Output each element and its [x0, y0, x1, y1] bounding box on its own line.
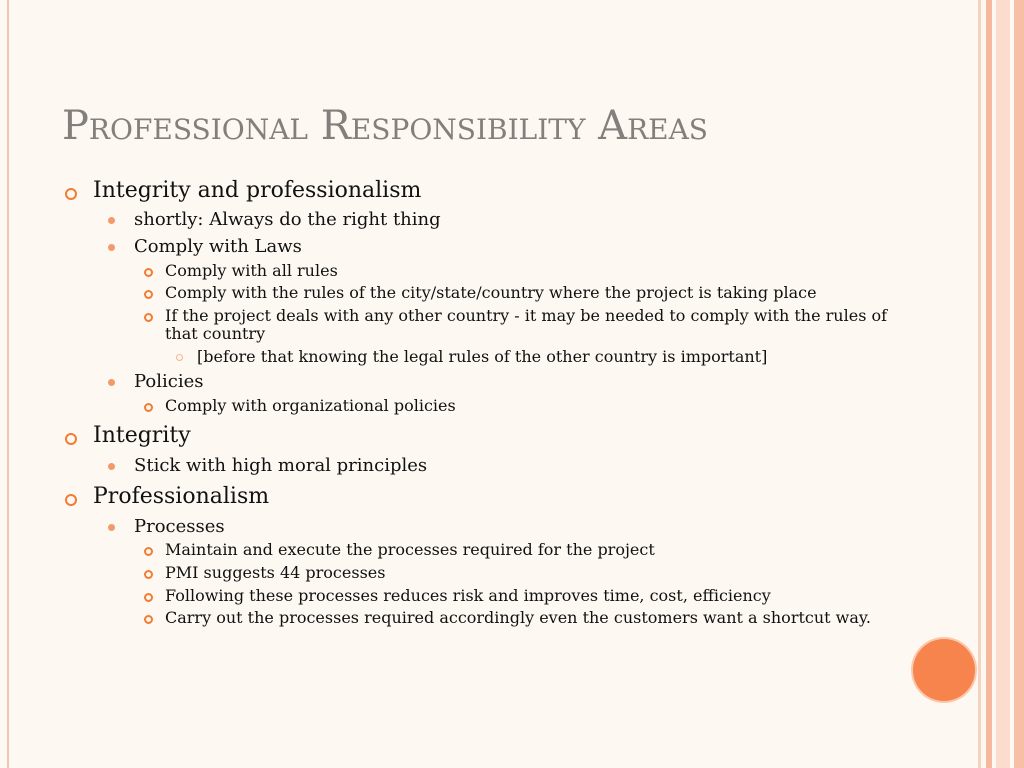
bullet-text: Comply with all rules	[165, 260, 338, 280]
stripe	[996, 0, 1010, 768]
bullet-item-level-2	[62, 209, 892, 231]
ring-bullet-icon	[65, 433, 77, 445]
bullet-item-level-3	[62, 262, 892, 281]
hollow-circle-bullet-icon	[176, 354, 183, 361]
bullet-item-level-4	[62, 348, 892, 367]
bullet-text: Carry out the processes required accordingly even the customers want a shortcut way.	[165, 608, 871, 628]
bullet-item-level-3	[62, 609, 892, 628]
bullet-text: Maintain and execute the processes required for the project	[165, 540, 655, 560]
ring-bullet-icon	[144, 313, 153, 322]
bullet-item-level-3	[62, 587, 892, 606]
bullet-item-level-2	[62, 516, 892, 538]
bullet-text: Professionalism	[93, 484, 270, 510]
bullet-text: Comply with organizational policies	[165, 395, 456, 415]
bullet-item-level-3	[62, 541, 892, 560]
dot-bullet-icon	[108, 524, 115, 531]
bullet-item-level-2	[62, 455, 892, 477]
dot-bullet-icon	[108, 244, 115, 251]
bullet-text: PMI suggests 44 processes	[165, 562, 386, 582]
bullet-text: Processes	[134, 515, 225, 537]
bullet-text: Policies	[134, 371, 204, 393]
ring-bullet-icon	[65, 494, 77, 506]
bullet-text: Stick with high moral principles	[134, 454, 428, 476]
bullet-text: shortly: Always do the right thing	[134, 209, 441, 231]
dot-bullet-icon	[108, 463, 115, 470]
ring-bullet-icon	[144, 570, 153, 579]
ring-bullet-icon	[65, 188, 77, 200]
bullet-item-level-3	[62, 564, 892, 583]
stripe	[986, 0, 992, 768]
bullet-list	[62, 178, 892, 628]
bullet-text: Comply with Laws	[134, 235, 302, 257]
bullet-text: [before that knowing the legal rules of the other country is important]	[197, 346, 768, 366]
bullet-item-level-1	[62, 484, 892, 510]
ring-bullet-icon	[144, 593, 153, 602]
bullet-item-level-3	[62, 397, 892, 416]
bullet-text: If the project deals with any other country - it may be needed to comply with the rules of that country	[165, 305, 888, 344]
bullet-item-level-3	[62, 284, 892, 303]
ring-bullet-icon	[144, 615, 153, 624]
ring-bullet-icon	[144, 290, 153, 299]
bullet-text: Integrity and professionalism	[93, 178, 422, 203]
bullet-text: Following these processes reduces risk and improves time, cost, efficiency	[165, 585, 771, 605]
bullet-text: Integrity	[93, 423, 191, 449]
bullet-item-level-2	[62, 371, 892, 393]
bullet-text: Comply with the rules of the city/state/country where the project is taking place	[165, 283, 817, 303]
ring-bullet-icon	[144, 403, 153, 412]
dot-bullet-icon	[108, 379, 115, 386]
bullet-item-level-1	[62, 423, 892, 449]
decorative-circle	[913, 639, 975, 701]
left-border-line	[7, 0, 9, 768]
bullet-item-level-1	[62, 178, 892, 204]
bullet-item-level-3	[62, 307, 892, 344]
ring-bullet-icon	[144, 547, 153, 556]
slide-title: Professional Responsibility Areas	[62, 103, 708, 149]
bullet-item-level-2	[62, 236, 892, 258]
ring-bullet-icon	[144, 268, 153, 277]
stripe	[978, 0, 981, 768]
dot-bullet-icon	[108, 217, 115, 224]
right-decorative-stripes	[978, 0, 1024, 768]
stripe	[1014, 0, 1024, 768]
